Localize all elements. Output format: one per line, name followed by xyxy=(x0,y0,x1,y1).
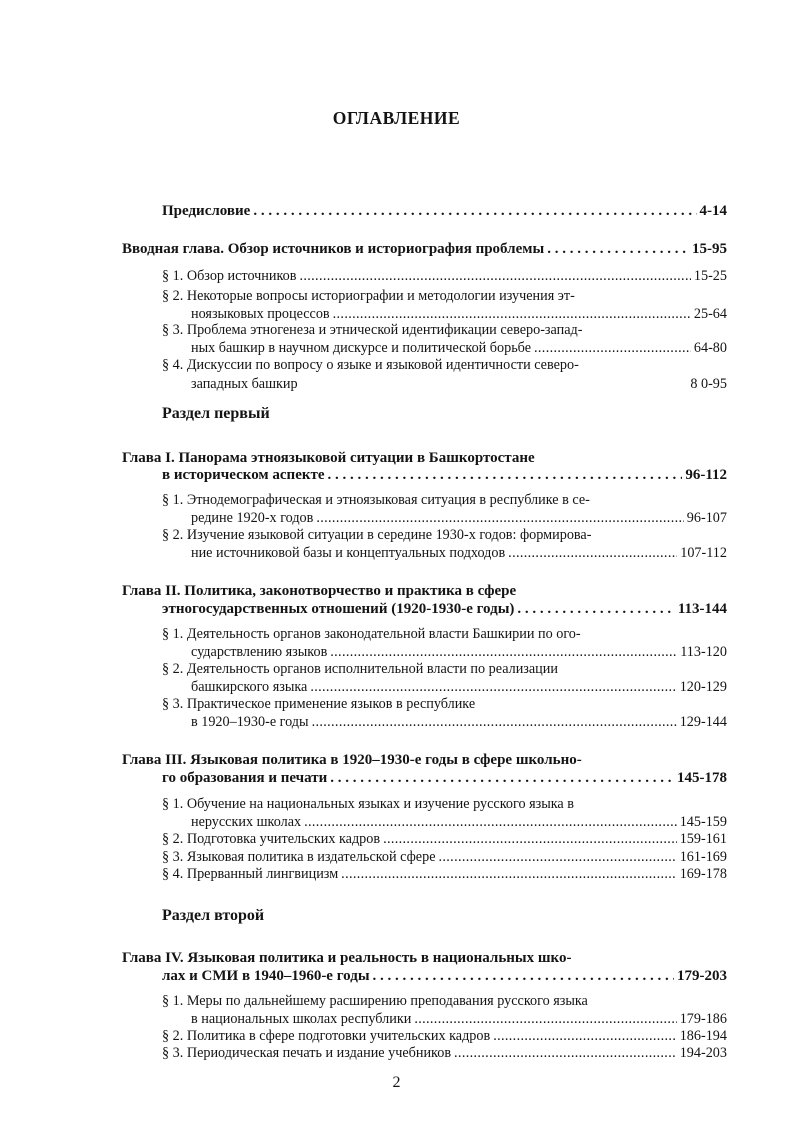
section-title: § 3. Периодическая печать и издание учебников xyxy=(162,1045,452,1061)
leader-dots xyxy=(508,545,677,562)
section-title: редине 1920-х годов xyxy=(191,510,314,526)
section-title: нерусских школах xyxy=(191,814,302,830)
leader-dots xyxy=(383,831,677,848)
leader-dots xyxy=(328,467,683,484)
leader-dots xyxy=(493,1028,677,1045)
leader-dots xyxy=(310,679,676,696)
entry-pages: 145-178 xyxy=(677,770,727,786)
section-pages: 129-144 xyxy=(679,714,727,730)
leader-dots xyxy=(304,814,677,831)
section-pages: 161-169 xyxy=(679,849,727,865)
section-title: § 3. Языковая политика в издательской сфере xyxy=(162,849,436,865)
toc-section[interactable] xyxy=(191,545,727,562)
section-pages: 186-194 xyxy=(679,1028,727,1044)
toc-section-line1: § 2. Деятельность органов исполнительной власти по реализации xyxy=(162,661,558,677)
part-heading: Раздел первый xyxy=(162,405,270,422)
toc-section[interactable] xyxy=(191,340,727,357)
leader-dots xyxy=(312,714,677,731)
section-pages: 120-129 xyxy=(679,679,727,695)
toc-section-line1: § 3. Практическое применение языков в республике xyxy=(162,696,476,712)
leader-dots xyxy=(547,241,689,258)
toc-section-line1: § 2. Изучение языковой ситуации в середине 1930-х годов: формирова- xyxy=(162,527,592,543)
toc-section[interactable] xyxy=(191,510,727,527)
toc-section-line1: § 1. Этнодемографическая и этноязыковая ситуация в республике в се- xyxy=(162,492,590,508)
toc-section[interactable] xyxy=(191,306,727,323)
leader-dots xyxy=(330,644,677,661)
leader-dots xyxy=(330,770,674,787)
entry-pages: 96-112 xyxy=(685,467,727,483)
leader-dots xyxy=(299,268,690,285)
section-title: сударствлению языков xyxy=(191,644,328,660)
entry-pages: 15-95 xyxy=(692,241,727,257)
page-number: 2 xyxy=(392,1074,401,1091)
entry-title: Вводная глава. Обзор источников и историография проблемы xyxy=(122,241,545,257)
toc-section[interactable] xyxy=(191,1011,727,1028)
page-title: ОГЛАВЛЕНИЕ xyxy=(332,108,461,128)
entry-title: этногосударственных отношений (1920-1930-е годы) xyxy=(162,601,515,617)
entry-title: го образования и печати xyxy=(162,770,328,786)
section-title: в национальных школах республики xyxy=(191,1011,412,1027)
entry-title: лах и СМИ в 1940–1960-е годы xyxy=(162,968,370,984)
leader-dots xyxy=(534,340,691,357)
section-title: § 1. Обзор источников xyxy=(162,268,297,284)
section-pages: 8 0-95 xyxy=(690,376,727,392)
toc-section[interactable] xyxy=(191,376,727,393)
toc-section[interactable] xyxy=(191,679,727,696)
section-title: § 2. Подготовка учительских кадров xyxy=(162,831,381,847)
leader-dots xyxy=(316,510,683,527)
toc-section[interactable] xyxy=(162,866,727,883)
toc-entry-chapter[interactable] xyxy=(162,601,727,618)
toc-section-line1: § 1. Обучение на национальных языках и изучение русского языка в xyxy=(162,796,574,812)
chapter-title-line1: Глава IV. Языковая политика и реальность в национальных шко- xyxy=(122,950,572,966)
section-pages: 145-159 xyxy=(679,814,727,830)
leader-dots xyxy=(341,866,677,883)
entry-title: Предисловие xyxy=(162,203,251,219)
toc-section-line1: § 1. Меры по дальнейшему расширению преподавания русского языка xyxy=(162,993,588,1009)
toc-section[interactable] xyxy=(162,268,727,285)
section-pages: 25-64 xyxy=(693,306,727,322)
toc-section-line1: § 3. Проблема этногенеза и этнической идентификации северо-запад- xyxy=(162,322,583,338)
leader-dots xyxy=(333,306,691,323)
toc-section-line1: § 4. Дискуссии по вопросу о языке и языковой идентичности северо- xyxy=(162,357,579,373)
toc-section[interactable] xyxy=(162,1028,727,1045)
chapter-title-line1: Глава I. Панорама этноязыковой ситуации в Башкортостане xyxy=(122,450,535,466)
section-title: в 1920–1930-е годы xyxy=(191,714,309,730)
toc-entry-chapter[interactable] xyxy=(162,770,727,787)
section-title: ноязыковых процессов xyxy=(191,306,330,322)
toc-section[interactable] xyxy=(191,814,727,831)
section-title: западных башкир xyxy=(191,376,298,392)
entry-title: в историческом аспекте xyxy=(162,467,325,483)
chapter-title-line1: Глава II. Политика, законотворчество и практика в сфере xyxy=(122,583,517,599)
toc-entry-intro[interactable] xyxy=(122,241,727,258)
toc-section[interactable] xyxy=(162,1045,727,1062)
section-pages: 179-186 xyxy=(679,1011,727,1027)
section-title: ных башкир в научном дискурсе и политической борьбе xyxy=(191,340,532,356)
entry-pages: 113-144 xyxy=(677,601,727,617)
part-heading: Раздел второй xyxy=(162,907,265,924)
leader-dots xyxy=(414,1011,676,1028)
section-pages: 96-107 xyxy=(686,510,727,526)
section-pages: 15-25 xyxy=(693,268,727,284)
section-pages: 64-80 xyxy=(693,340,727,356)
leader-dots xyxy=(373,968,674,985)
toc-section[interactable] xyxy=(162,831,727,848)
entry-pages: 179-203 xyxy=(677,968,727,984)
section-pages: 107-112 xyxy=(680,545,727,561)
toc-entry-chapter[interactable] xyxy=(162,467,727,484)
toc-section-line1: § 1. Деятельность органов законодательной власти Башкирии по ого- xyxy=(162,626,581,642)
section-title: § 2. Политика в сфере подготовки учительских кадров xyxy=(162,1028,491,1044)
toc-section[interactable] xyxy=(162,849,727,866)
section-pages: 113-120 xyxy=(680,644,727,660)
section-title: башкирского языка xyxy=(191,679,308,695)
toc-entry-preface[interactable] xyxy=(162,203,727,220)
leader-dots xyxy=(517,601,674,618)
toc-section-line1: § 2. Некоторые вопросы историографии и методологии изучения эт- xyxy=(162,288,575,304)
section-pages: 169-178 xyxy=(679,866,727,882)
section-pages: 194-203 xyxy=(679,1045,727,1061)
leader-dots xyxy=(439,849,677,866)
section-pages: 159-161 xyxy=(679,831,727,847)
section-title: § 4. Прерванный лингвицизм xyxy=(162,866,339,882)
toc-section[interactable] xyxy=(191,644,727,661)
leader-dots xyxy=(454,1045,677,1062)
toc-entry-chapter[interactable] xyxy=(162,968,727,985)
toc-section[interactable] xyxy=(191,714,727,731)
chapter-title-line1: Глава III. Языковая политика в 1920–1930-е годы в сфере школьно- xyxy=(122,752,582,768)
section-title: ние источниковой базы и концептуальных подходов xyxy=(191,545,506,561)
leader-dots xyxy=(253,203,696,220)
entry-pages: 4-14 xyxy=(699,203,727,219)
